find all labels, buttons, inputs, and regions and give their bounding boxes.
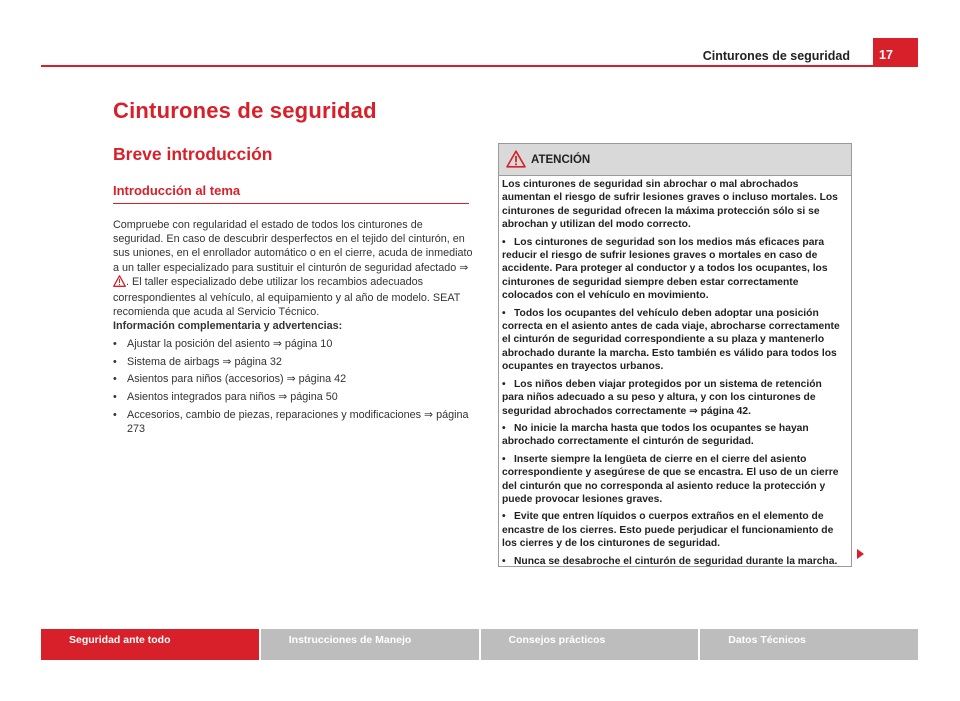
subsection-title: Introducción al tema — [113, 183, 241, 198]
warning-triangle-icon — [506, 150, 526, 173]
reference-list — [113, 337, 473, 440]
bullet-icon: • — [502, 236, 506, 248]
footer-tab-consejos[interactable]: Consejos prácticos — [481, 629, 699, 660]
bullet-icon: • — [502, 378, 506, 390]
warning-ref-icon[interactable] — [113, 275, 126, 291]
warning-body — [502, 178, 846, 572]
reference-item[interactable]: • Asientos para niños (accesorios) ⇒ página 42 — [113, 372, 473, 386]
warning-list — [502, 236, 846, 568]
footer-tab-instrucciones[interactable]: Instrucciones de Manejo — [261, 629, 479, 660]
warning-item-text: Los cinturones de seguridad son los medios más eficaces para reducir el riesgo de sufrir lesiones graves o mortales en caso de accidente. Para proteger al conductor y a todos los ocupantes, los cinturones de seguridad siempre deben estar correctamente colocados con el vehículo en movimiento. — [502, 236, 828, 302]
page-title: Cinturones de seguridad — [113, 98, 377, 123]
warning-item-text: Inserte siempre la lengüeta de cierre en el cierre del asiento correspondiente y asegúrese de que se encastra. El uso de un cierre del cinturón que no corresponda al asiento reduce la protección y puede provocar lesiones graves. — [502, 453, 839, 505]
warning-item — [502, 378, 846, 418]
warning-intro: Los cinturones de seguridad sin abrochar o mal abrochados aumentan el riesgo de sufrir lesiones graves o incluso mortales. Los cinturones de seguridad ofrecen la máxima protección sólo si se abrochan y utilizan del modo correcto. — [502, 179, 838, 231]
intro-paragraph — [113, 218, 473, 319]
warning-item-text[interactable]: Los niños deben viajar protegidos por un sistema de retención para niños adecuado a su peso y altura, y con los cinturones de seguridad abrochados correctamente ⇒ página 42. — [502, 378, 822, 417]
running-header-title: Cinturones de seguridad — [702, 49, 850, 63]
warning-item-text: No inicie la marcha hasta que todos los ocupantes se hayan abrochado correctamente el cinturón de seguridad. — [502, 422, 809, 448]
intro-text-part2: . El taller especializado debe utilizar los recambios adecuados correspondientes al vehículo, al equipamiento y al año de modelo. SEAT recomienda que acuda al Servicio Técnico. — [113, 275, 461, 319]
header-divider — [41, 65, 918, 67]
footer-nav — [41, 629, 918, 660]
warning-item — [502, 453, 846, 507]
info-heading: Información complementaria y advertencias: — [113, 320, 343, 332]
reference-item[interactable]: • Ajustar la posición del asiento ⇒ página 10 — [113, 337, 473, 351]
subsection-divider — [113, 203, 469, 204]
bullet-icon: • — [502, 511, 506, 523]
warning-item-text: Nunca se desabroche el cinturón de seguridad durante la marcha. — [514, 555, 838, 567]
continue-arrow-icon — [857, 549, 864, 559]
bullet-icon: • — [502, 453, 506, 465]
warning-item-text: Todos los ocupantes del vehículo deben adoptar una posición correcta en el asiento antes de cada viaje, abrocharse correctamente el cinturón de seguridad correspondiente a su plaza y mantenerlo abrochado durante la marcha. Esto también es válido para todos los ocupantes en trayectos urbanos. — [502, 307, 840, 373]
reference-item[interactable]: • Asientos integrados para niños ⇒ página 50 — [113, 390, 473, 404]
warning-item — [502, 555, 846, 568]
warning-item — [502, 307, 846, 374]
bullet-icon: • — [502, 422, 506, 434]
warning-title: ATENCIÓN — [531, 154, 591, 166]
reference-item[interactable]: • Sistema de airbags ⇒ página 32 — [113, 355, 473, 369]
bullet-icon: • — [502, 307, 506, 319]
section-title: Breve introducción — [113, 144, 273, 164]
page-number: 17 — [873, 38, 918, 66]
warning-item-text: Evite que entren líquidos o cuerpos extraños en el elemento de encastre de los cierres. Esto puede perjudicar el funcionamiento de los cierres y de los cinturones de seguridad. — [502, 511, 834, 550]
warning-item — [502, 422, 846, 449]
warning-item — [502, 236, 846, 303]
reference-item[interactable]: • Accesorios, cambio de piezas, reparaciones y modificaciones ⇒ página 273 — [113, 408, 473, 436]
footer-tab-datos[interactable]: Datos Técnicos — [700, 629, 918, 660]
bullet-icon: • — [502, 555, 506, 567]
footer-tab-seguridad[interactable]: Seguridad ante todo — [41, 629, 259, 660]
warning-item — [502, 510, 846, 550]
intro-text-part1: Compruebe con regularidad el estado de todos los cinturones de seguridad. En caso de descubrir desperfectos en el tejido del cinturón, en sus uniones, en el enrollador automático o en el cierre, acuda de inmediato a un taller especializado para sustituir el cinturón de seguridad afectado ⇒ — [113, 219, 473, 274]
